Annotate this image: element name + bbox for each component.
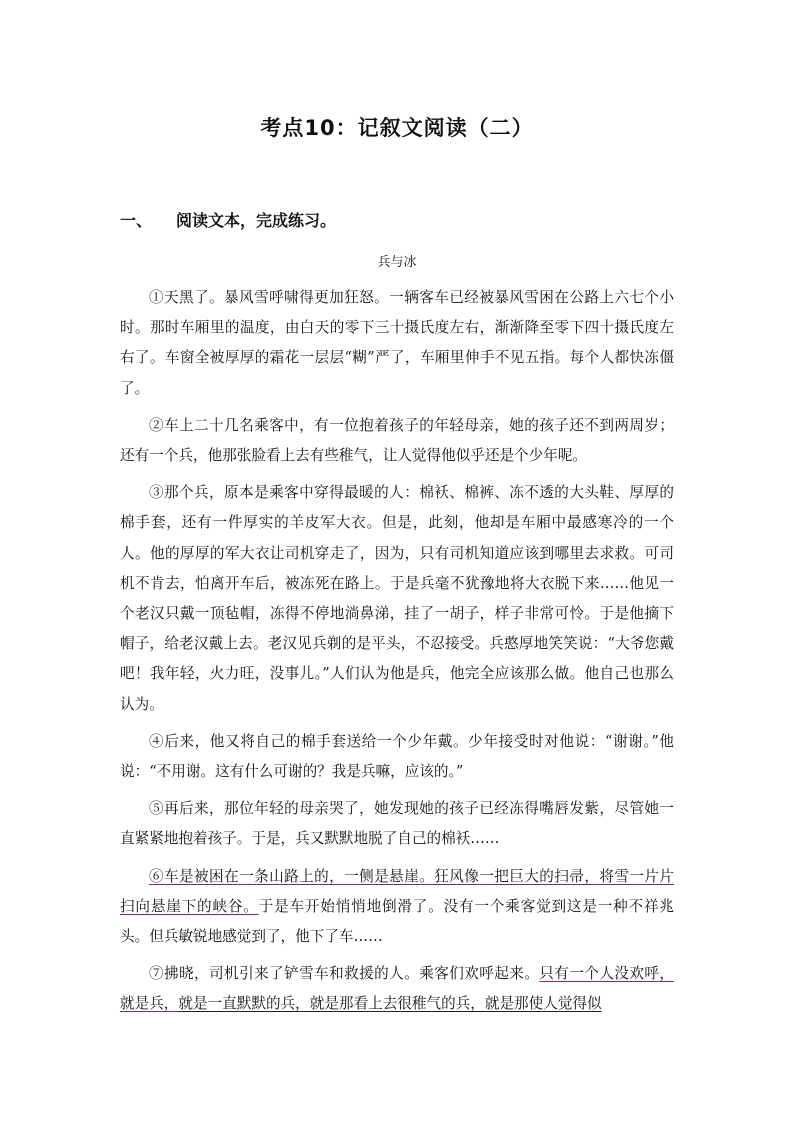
- passage-title: 兵与冰: [377, 255, 417, 270]
- paragraph-6: [120, 862, 674, 953]
- section-number: 一、: [120, 211, 153, 230]
- paragraph-7-start: ⑦拂晓，司机引来了铲雪车和救援的人。乘客们欢呼起来。: [149, 965, 540, 983]
- passage-body: [120, 283, 674, 1027]
- underlined-sentence-dark: 就是一直默默的兵，就是那看上去很稚气的兵，就是那使人觉得似: [178, 995, 602, 1013]
- section-instruction: 阅读文本，完成练习。: [176, 211, 337, 230]
- paragraph-6-rest: 于是车开始悄悄地倒滑了。没有一个乘客觉到这是一种不祥兆头。但兵敏锐地感觉到了，他下了车……: [120, 897, 674, 946]
- section-heading: [120, 208, 336, 231]
- underlined-sentence: ⑥车是被困在一条山路上的，一侧是悬崖。狂风像一把巨大的扫帚，将雪一片片扫向悬崖下的峡谷。: [120, 867, 674, 915]
- paragraph-1: ①天黑了。暴风雪呼啸得更加狂怒。一辆客车已经被暴风雪困在公路上六七个小时。那时车厢里的温度，由白天的零下三十摄氏度左右，渐渐降至零下四十摄氏度左右了。车窗全被厚厚的霜花一层层“糊”严了，车厢里伸手不见五指。每个人都快冻僵了。: [120, 289, 674, 397]
- paragraph-2: ②车上二十几名乘客中，有一位抱着孩子的年轻母亲，她的孩子还不到两周岁；还有一个兵，他那张脸看上去有些稚气，让人觉得他似乎还是个少年呢。: [120, 416, 674, 465]
- document-title: 考点10：记叙文阅读（二）: [260, 116, 534, 140]
- paragraph-5: ⑤再后来，那位年轻的母亲哭了，她发现她的孩子已经冻得嘴唇发紫，尽管她一直紧紧地抱着孩子。于是，兵又默默地脱了自己的棉袄……: [120, 800, 674, 848]
- paragraph-4: ④后来，他又将自己的棉手套送给一个少年戴。少年接受时对他说：“谢谢。”他说：“不用谢。这有什么可谢的？我是兵嘛，应该的。”: [120, 732, 674, 781]
- underlined-sentence-purple: 只有一个人没欢呼，就是兵，: [120, 965, 674, 1013]
- paragraph-3: ③那个兵，原本是乘客中穿得最暖的人：棉袄、棉裤、冻不透的大头鞋、厚厚的棉手套，还有一件厚实的羊皮军大衣。但是，此刻，他却是车厢中最感寒冷的一个人。他的厚厚的军大衣让司机穿走了，因为，只有司机知道应该到哪里去求救。可司机不肯去，怕离开车后，被冻死在路上。于是兵毫不犹豫地将大衣脱下来……他见一个老汉只戴一顶毡帽，冻得不停地淌鼻涕，挂了一胡子，样子非常可怜。于是他摘下帽子，给老汉戴上去。老汉见兵剃的是平头，不忍接受。兵憨厚地笑笑说：“大爷您戴吧！我年轻，火力旺，没事儿。”人们认为他是兵，他完全应该那么做。他自己也那么认为。: [120, 484, 674, 713]
- paragraph-7: [120, 959, 674, 1019]
